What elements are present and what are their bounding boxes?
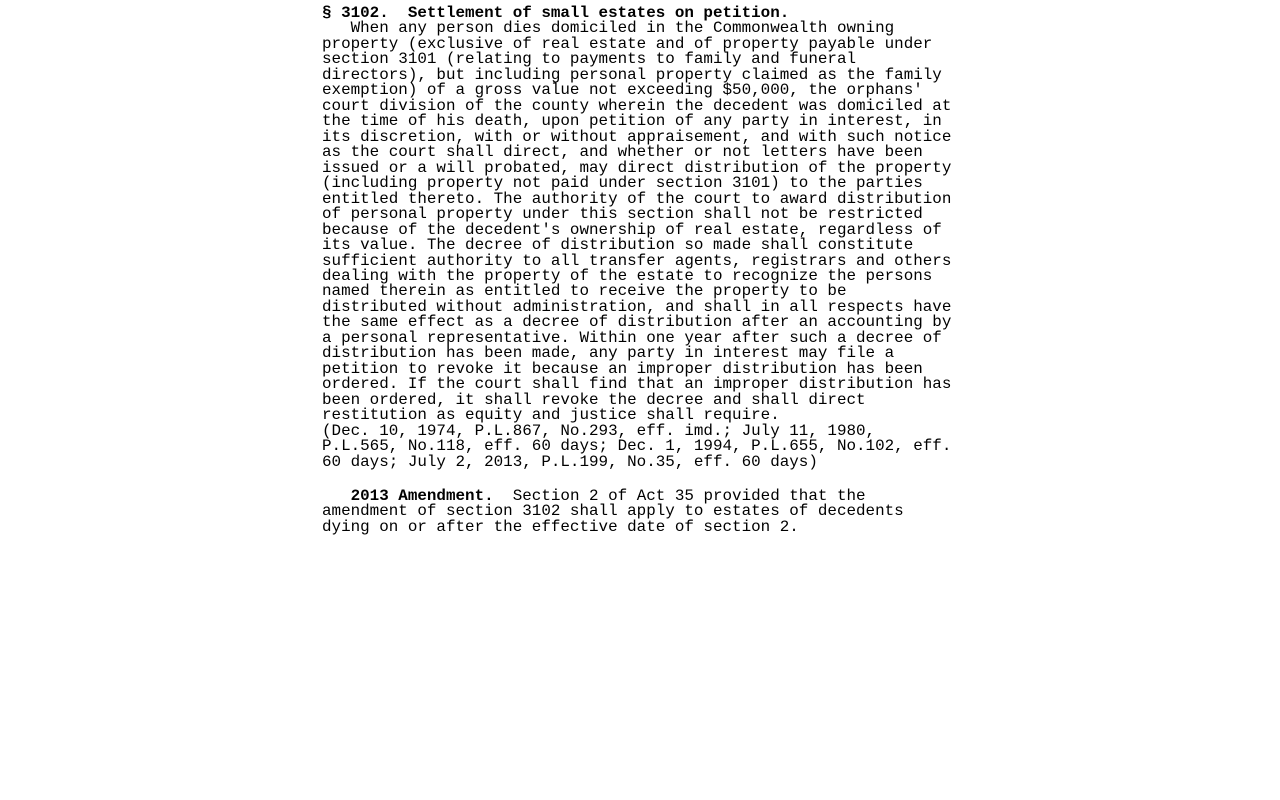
section-heading: § 3102. Settlement of small estates on petition. — [322, 4, 790, 22]
history-line: (Dec. 10, 1974, P.L.867, No.293, eff. imd.; July 11, 1980, — [322, 421, 876, 440]
body-line: its discretion, with or without appraisement, and with such notice — [322, 127, 952, 146]
note-first-line-text: Section 2 of Act 35 provided that the — [493, 486, 866, 505]
body-line: dealing with the property of the estate to recognize the persons — [322, 266, 933, 285]
body-line: sufficient authority to all transfer agents, registrars and others — [322, 251, 952, 270]
body-line: named therein as entitled to receive the property to be — [322, 282, 847, 301]
body-line: section 3101 (relating to payments to family and funeral — [322, 50, 857, 69]
statute-document — [322, 6, 982, 535]
body-line: exemption) of a gross value not exceeding $50,000, the orphans' — [322, 81, 923, 100]
body-line: entitled thereto. The authority of the court to award distribution — [322, 189, 952, 208]
amendment-note — [322, 486, 982, 536]
body-line: of personal property under this section shall not be restricted — [322, 205, 923, 224]
body-line: directors), but including personal property claimed as the family — [322, 65, 942, 84]
history-line: P.L.565, No.118, eff. 60 days; Dec. 1, 1994, P.L.655, No.102, eff. — [322, 437, 952, 456]
body-line: distribution has been made, any party in interest may file a — [322, 344, 895, 363]
body-line: the time of his death, upon petition of any party in interest, in — [322, 112, 942, 131]
body-line: a personal representative. Within one year after such a decree of — [322, 328, 942, 347]
history-citation — [322, 421, 982, 471]
body-line: issued or a will probated, may direct distribution of the property — [322, 158, 952, 177]
body-line: been ordered, it shall revoke the decree and shall direct — [322, 390, 866, 409]
body-line: as the court shall direct, and whether or not letters have been — [322, 143, 923, 162]
body-line: When any person dies domiciled in the Commonwealth owning — [322, 19, 895, 38]
body-line: restitution as equity and justice shall require. — [322, 406, 780, 425]
body-line: because of the decedent's ownership of real estate, regardless of — [322, 220, 942, 239]
body-line: property (exclusive of real estate and of property payable under — [322, 34, 933, 53]
note-line: amendment of section 3102 shall apply to estates of decedents — [322, 502, 904, 521]
body-line: the same effect as a decree of distribution after an accounting by — [322, 313, 952, 332]
body-line: (including property not paid under section 3101) to the parties — [322, 174, 923, 193]
body-line: distributed without administration, and shall in all respects have — [322, 297, 952, 316]
body-line: petition to revoke it because an improper distribution has been — [322, 359, 923, 378]
body-line: court division of the county wherein the decedent was domiciled at — [322, 96, 952, 115]
section-body — [322, 21, 982, 423]
note-line: dying on or after the effective date of section 2. — [322, 517, 799, 536]
body-line: ordered. If the court shall find that an improper distribution has — [322, 375, 952, 394]
body-line: its value. The decree of distribution so made shall constitute — [322, 236, 914, 255]
note-title: 2013 Amendment. — [350, 486, 494, 505]
history-line: 60 days; July 2, 2013, P.L.199, No.35, eff. 60 days) — [322, 452, 818, 471]
